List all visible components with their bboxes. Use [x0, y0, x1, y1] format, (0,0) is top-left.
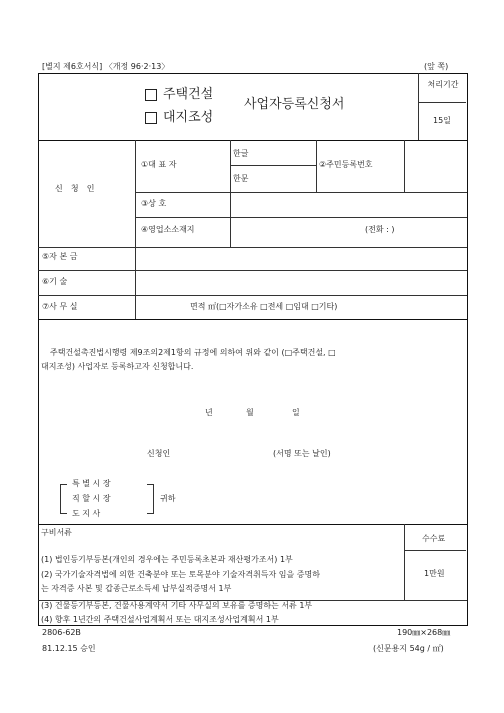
- office-address-label: ④영업소소재지: [141, 225, 195, 234]
- date-month: 월: [246, 408, 254, 417]
- statement-line-1: 주택건설촉진법시행령 제9조의2제1항의 규정에 의하여 위와 같이 (□주택건설, □: [50, 348, 336, 357]
- resident-number-label: ②주민등록번호: [319, 160, 373, 169]
- document-item-1: (1) 법인등기부등본(개인의 경우에는 주민등록초본과 재산평가조서) 1부: [41, 555, 293, 564]
- approval-date: 81.12.15 승인: [42, 644, 96, 653]
- document-item-2a: (2) 국가기술자격법에 의한 건축분야 또는 토목분야 기술자격취득자 임을 증명하: [41, 570, 320, 579]
- phone-field: (전화 : ): [365, 225, 395, 234]
- checkbox-icon: [145, 89, 157, 101]
- processing-period-label: 처리기간: [427, 80, 459, 89]
- document-item-4: (4) 향후 1년간의 주택건설사업계획서 또는 대지조성사업계획서 1부: [41, 615, 279, 624]
- hanja-name-label: 한문: [233, 174, 249, 183]
- representative-label: ①대 표 자: [141, 160, 177, 169]
- date-year: 년: [205, 408, 213, 417]
- paper-size: 190㎜×268㎜: [397, 628, 451, 637]
- processing-period-value: 15일: [433, 116, 451, 125]
- recipient-direct-city: 직 할 시 장: [72, 494, 111, 503]
- form-number: [별지 제6호서식] 〈개정 96·2·13〉: [42, 62, 170, 71]
- signature-hint: (서명 또는 날인): [273, 449, 331, 458]
- recipient-right-bracket: [147, 484, 154, 514]
- statement-line-2: 대지조성) 사업자로 등록하고자 신청합니다.: [41, 362, 194, 371]
- recipient-special-city: 특 별 시 장: [72, 479, 111, 488]
- office-label: ⑦사 무 실: [42, 302, 78, 311]
- form-title: 사업자등록신청서: [244, 97, 345, 112]
- paper-spec: (신문용지 54g / ㎡): [373, 644, 444, 653]
- documents-title: 구비서류: [41, 528, 72, 537]
- signature-label: 신청인: [147, 449, 171, 458]
- fee-value: 1만원: [424, 569, 445, 578]
- page-side: (앞 쪽): [424, 62, 449, 71]
- technician-label: ⑥기 술: [42, 277, 68, 286]
- fee-label: 수수료: [422, 534, 446, 543]
- office-area-options: 면적 ㎡(□자가소유 □전세 □임대 □기타): [190, 302, 338, 311]
- korean-name-label: 한글: [233, 149, 249, 158]
- recipient-governor: 도 지 사: [72, 509, 101, 518]
- date-day: 일: [292, 408, 300, 417]
- recipient-suffix: 귀하: [160, 494, 176, 503]
- title-option-housing: 주택건설: [145, 88, 213, 101]
- form-code: 2806-62B: [42, 628, 81, 637]
- capital-label: ⑤자 본 금: [42, 252, 78, 261]
- document-item-3: (3) 건물등기부등본, 건물사용계약서 기타 사무실의 보유를 증명하는 서류 1부: [41, 601, 313, 610]
- trade-name-label: ③상 호: [141, 199, 167, 208]
- checkbox-icon: [145, 112, 157, 124]
- applicant-section-label: 신 청 인: [55, 184, 98, 193]
- document-item-2b: 는 자격증 사본 및 갑종근로소득세 납부실적증명서 1부: [41, 584, 232, 593]
- recipient-left-bracket: [60, 484, 67, 514]
- title-option-land: 대지조성: [145, 111, 213, 124]
